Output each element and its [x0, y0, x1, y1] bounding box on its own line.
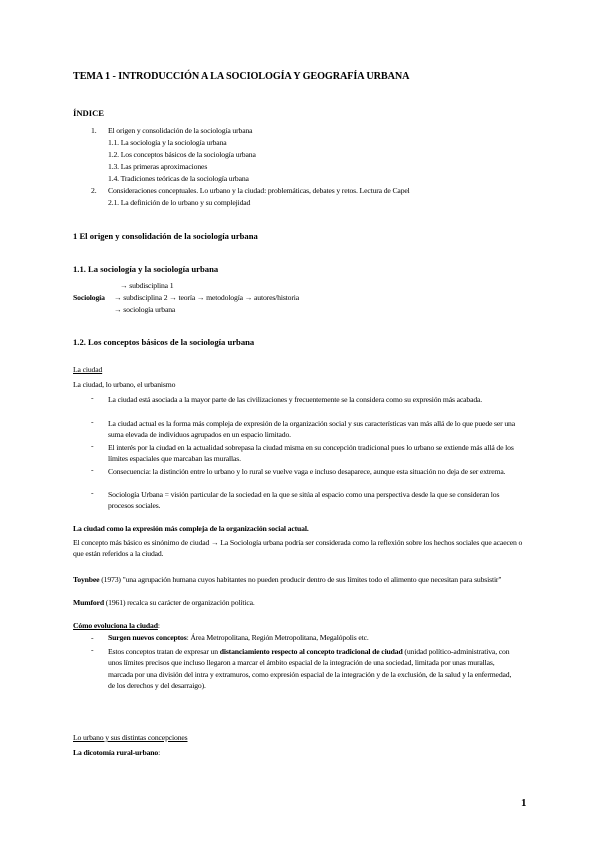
bullet-marker: - [91, 645, 94, 654]
compleja-body: El concepto más básico es sinónimo de ciudad → La Sociología urbana podría ser considerada como la reflexión sobre los hechos sociales que acaecen o que están referidos a la ciudad. [73, 538, 523, 559]
page-number: 1 [521, 797, 527, 809]
toynbee-quote [73, 574, 525, 585]
note-text: (1961) recalca su carácter de organización política. [103, 598, 255, 607]
ciudad-intro: La ciudad, lo urbano, el urbanismo [73, 380, 176, 389]
index-item: 1.4. Tradiciones teóricas de la sociología urbana [108, 174, 249, 183]
ciudad-bullet: La ciudad está asociada a la mayor parte de las civilizaciones y frecuentemente se la considera como su expresión más acabada. [108, 395, 483, 404]
bullet-marker: - [91, 633, 94, 642]
bullet-marker: - [91, 465, 94, 474]
bullet-marker: - [91, 488, 94, 497]
index-item: 1.2. Los conceptos básicos de la sociología urbana [108, 150, 256, 159]
diagram-lead: Sociología [73, 293, 105, 302]
evoluciona-heading-line [73, 622, 160, 630]
evoluciona-bullet [108, 634, 369, 642]
evoluciona-heading: Cómo evoluciona la ciudad [73, 621, 158, 630]
bullet-marker: - [91, 417, 94, 426]
heading-colon: : [157, 621, 160, 630]
index-item: Consideraciones conceptuales. Lo urbano y la ciudad: problemáticas, debates y retos. Lectura de Capel [108, 186, 410, 195]
diagram-line: → subdisciplina 1 [120, 281, 174, 290]
bullet-bold: Surgen nuevos conceptos [108, 633, 187, 642]
index-heading: ÍNDICE [73, 108, 105, 118]
index-item: 2.1. La definición de lo urbano y su complejidad [108, 198, 251, 207]
bullet-marker: - [91, 441, 94, 450]
index-item-number: 2. [91, 186, 97, 195]
urbano-heading: Lo urbano y sus distintas concepciones [73, 733, 188, 742]
diagram-line: → subdisciplina 2 → teoría → metodología → autores/historia [114, 293, 300, 302]
bullet-text: Estos conceptos tratan de expresar un [108, 647, 220, 656]
section-1-heading: 1 El origen y consolidación de la sociología urbana [73, 231, 258, 241]
evoluciona-bullet [108, 646, 518, 691]
index-item: 1.3. Las primeras aproximaciones [108, 162, 208, 171]
bullet-bold: distanciamiento respecto al concepto tradicional de ciudad [219, 647, 403, 656]
mumford-note [73, 599, 255, 607]
bullet-text: (unidad político-administrativa, con unos límites precisos que incluso llegaron a marcar el ámbito espacial de la integración de una sociedad, limitada por unas murallas, marcada por una división del intra y extramuros, como expresión espacial de la integración y de la exclusión, de la salud y la enfermedad, de los derechos y del desarraigo). [108, 647, 512, 690]
dicotomia-heading: La dicotomía rural-urbano [73, 748, 159, 757]
index-item: El origen y consolidación de la sociología urbana [108, 126, 253, 135]
author-name: Mumford [73, 598, 104, 607]
ciudad-bullet: Consecuencia: la distinción entre lo urbano y lo rural se vuelve vaga e incluso desaparece, aunque esta situación no deja de ser extrema. [108, 467, 506, 476]
quote-text: (1973) "una agrupación humana cuyos habitantes no pueden producir dentro de sus límites todo el alimento que necesitan para subsistir" [99, 575, 502, 584]
ciudad-bullet: Sociología Urbana = visión particular de la sociedad en la que se sitúa al espacio como una perspectiva desde la que se consideran los procesos sociales. [108, 490, 500, 511]
section-1-2-heading: 1.2. Los conceptos básicos de la sociología urbana [73, 337, 255, 347]
index-item: 1.1. La sociología y la sociología urbana [108, 138, 227, 147]
section-1-1-heading: 1.1. La sociología y la sociología urbana [73, 264, 219, 274]
ciudad-bullet: La ciudad actual es la forma más compleja de expresión de la organización social y sus características van más allá de lo que puede ser una suma elevada de individuos agrupados en un espacio limitado. [108, 419, 515, 440]
document-title: TEMA 1 - INTRODUCCIÓN A LA SOCIOLOGÍA Y GEOGRAFÍA URBANA [73, 71, 410, 82]
diagram-line: → sociología urbana [114, 305, 176, 314]
dicotomia-line [73, 749, 160, 757]
heading-colon: : [158, 748, 161, 757]
index-item-number: 1. [91, 126, 97, 135]
author-name: Toynbee [73, 575, 100, 584]
bullet-text: : Área Metropolitana, Región Metropolitana, Megalópolis etc. [186, 633, 369, 642]
ciudad-heading: La ciudad [73, 365, 103, 374]
ciudad-bullet: El interés por la ciudad en la actualidad sobrepasa la ciudad misma en su concepción tradicional pues lo urbano se extiende más allá de los límites espaciales que marcaban las murallas. [108, 443, 514, 464]
compleja-heading: La ciudad como la expresión más compleja de la organización social actual. [73, 524, 309, 533]
bullet-marker: - [91, 393, 94, 402]
